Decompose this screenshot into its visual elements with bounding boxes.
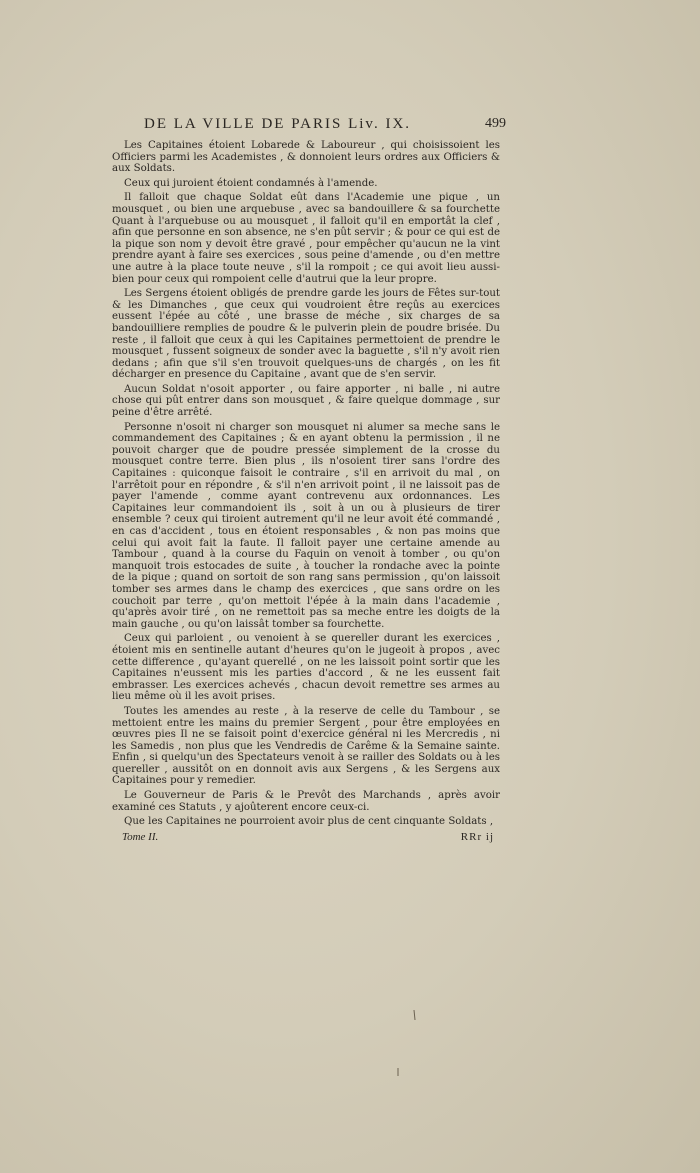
paragraph: Les Capitaines étoient Lobarede & Laboureur , qui choisissoient les Officiers parmi les Academistes , & donnoient leurs ordres aux Officiers & aux Soldats. bbox=[112, 140, 500, 175]
paragraph: Ceux qui parloient , ou venoient à se quereller durant les exercices , étoient mis en sentinelle autant d'heures qu'on le jugeoit à propos , avec cette difference , qu'ayant querellé , on ne les laissoit point sortir que les Capitaines n'eussent mis les parties d'accord , & ne les eussent fait embrasser. Les exercices achevés , chacun devoit remettre ses armes au lieu même où il les avoit prises. bbox=[112, 633, 500, 703]
page-footer bbox=[112, 831, 500, 847]
paragraph: Aucun Soldat n'osoit apporter , ou faire apporter , ni balle , ni autre chose qui pût entrer dans son mousquet , & faire quelque dommage , sur peine d'être arrêté. bbox=[112, 383, 500, 419]
speck bbox=[414, 1010, 415, 1020]
paragraph: Les Sergens étoient obligés de prendre garde les jours de Fêtes sur-tout & les Dimanches , que ceux qui voudroient être reçûs au exercices eussent l'épée au côté , une brasse de méche , six charges de sa bandouilliere remplies de poudre & le pulverin plein de poudre brisée. Du reste , il falloit que ceux à qui les Capitaines permettoient de prendre le mousquet , fussent soigneux de sonder avec la baguette , s'il n'y avoit rien dedans ; afin que s'il s'en trouvoit quelques-uns de chargés , on les fit décharger en presence du Capitaine , avant que de s'en servir. bbox=[112, 288, 500, 381]
signature-mark: RRr ij bbox=[460, 830, 494, 843]
paragraph: Il falloit que chaque Soldat eût dans l'Academie une pique , un mousquet , ou bien une arquebuse , avec sa bandouillere & sa fourchette Quant à l'arquebuse ou au mousquet , il falloit qu'il en emportât la clef , afin que personne en son absence, ne s'en pût servir ; & pour ce qui est de la pique son nom y devoit être gravé , pour empêcher qu'aucun ne la vint prendre ayant à faire ses exercices , sous peine d'amende , ou d'en mettre une autre à la place toute neuve , s'il la rompoit ; ce qui avoit lieu aussi-bien pour ceux qui rompoient celle d'autrui que la leur propre. bbox=[112, 192, 500, 285]
running-head: DE LA VILLE DE PARIS Liv. IX. bbox=[144, 116, 412, 132]
paragraph: Ceux qui juroient étoient condamnés à l'amende. bbox=[124, 177, 378, 189]
volume-label: Tome II. bbox=[122, 830, 159, 843]
paragraph: Personne n'osoit ni charger son mousquet ni alumer sa meche sans le commandement des Capitaines ; & en ayant obtenu la permission , il ne pouvoit charger que de poudre pressée simplement de la crosse du mousquet contre terre. Bien plus , ils n'osoient tirer sans l'ordre des Capitaines : quiconque faisoit le contraire , s'il en arrivoit du mal , on l'arrêtoit pour en répondre , & s'il n'en arrivoit point , il ne laissoit pas de payer l'amende , comme ayant contrevenu aux ordonnances. Les Capitaines leur commandoient ils , soit à un ou à plusieurs de tirer ensemble ? ceux qui tiroient autrement qu'il ne leur avoit été commandé , en cas d'accident , tous en étoient responsables , & non pas moins que celui qui avoit fait la faute. Il falloit payer une certaine amende au Tambour , quand à la course du Faquin on venoit à tomber , ou qu'on manquoit trois estocades de suite , à toucher la rondache avec la pointe de la pique ; quand on sortoit de son rang sans permission , qu'on laissoit tomber ses armes dans le champ des exercices , que sans ordre on les couchoit par terre , qu'on mettoit l'épée à la main dans l'academie , qu'après avoir tiré , on ne remettoit pas sa meche entre les doigts de la main gauche , ou qu'on laissât tomber sa fourchette. bbox=[112, 421, 500, 630]
paragraph: Le Gouverneur de Paris & le Prevôt des Marchands , après avoir examiné ces Statuts , y ajoûterent encore ceux-ci. bbox=[112, 790, 500, 813]
page-header bbox=[112, 112, 506, 140]
paragraph: Que les Capitaines ne pourroient avoir plus de cent cinquante Soldats , bbox=[124, 816, 494, 828]
page-number: 499 bbox=[485, 116, 506, 131]
paragraph: Toutes les amendes au reste , à la reserve de celle du Tambour , se mettoient entre les mains du premier Sergent , pour être employées en œuvres pies Il ne se faisoit point d'exercice général ni les Mercredis , ni les Samedis , non plus que les Vendredis de Carême & la Semaine sainte. Enfin , si quelqu'un des Spectateurs venoit à se railler des Soldats ou à les quereller , aussitôt on en donnoit avis aux Sergens , & les Sergens aux Capitaines pour y remedier. bbox=[112, 705, 500, 787]
text-block bbox=[112, 112, 506, 847]
